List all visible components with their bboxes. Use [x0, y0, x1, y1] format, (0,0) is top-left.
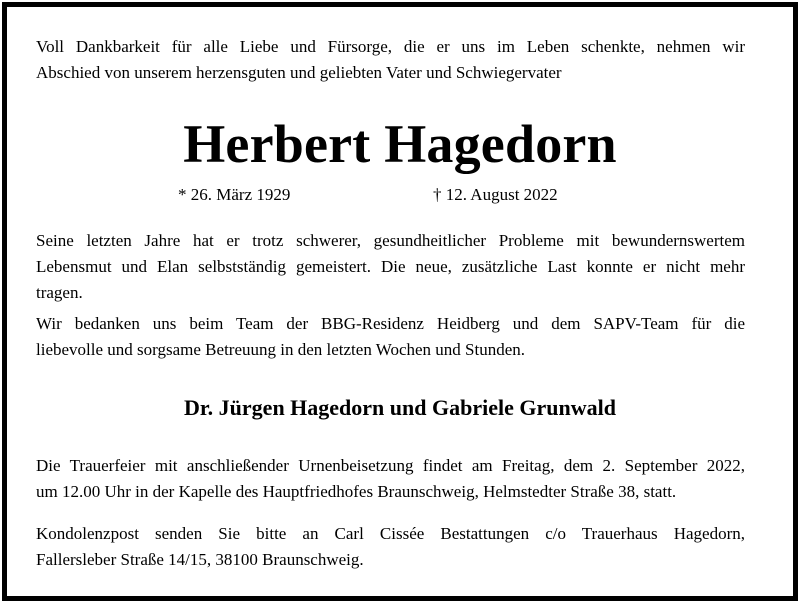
- life-line-1: Seine letzten Jahre hat er trotz schwerer, gesundheitlicher Probleme mit bewundernswertem: [36, 231, 745, 250]
- mourners-names: Dr. Jürgen Hagedorn und Gabriele Grunwald: [184, 395, 616, 420]
- service-line-2: um 12.00 Uhr in der Kapelle des Hauptfriedhofes Braunschweig, Helmstedter Straße 38, statt.: [36, 482, 677, 501]
- death-date: † 12. August 2022: [433, 185, 558, 204]
- deceased-name: Herbert Hagedorn: [183, 114, 617, 174]
- intro-paragraph: [36, 34, 745, 86]
- condolence-line-1: Kondolenzpost senden Sie bitte an Carl Cissée Bestattungen c/o Trauerhaus Hagedorn,: [36, 524, 745, 543]
- life-paragraph: [36, 228, 745, 306]
- condolence-paragraph: [36, 521, 745, 573]
- obituary-notice: [2, 2, 798, 601]
- service-line-1: Die Trauerfeier mit anschließender Urnenbeisetzung findet am Freitag, dem 2. September 2022,: [36, 456, 745, 475]
- birth-date: * 26. März 1929: [178, 185, 291, 204]
- thanks-line-2: liebevolle und sorgsame Betreuung in den letzten Wochen und Stunden.: [36, 340, 526, 359]
- service-paragraph: [36, 453, 745, 505]
- life-line-2: Lebensmut und Elan selbstständig gemeistert. Die neue, zusätzliche Last konnte er nicht mehr: [36, 257, 745, 276]
- intro-line-1: Voll Dankbarkeit für alle Liebe und Fürsorge, die er uns im Leben schenkte, nehmen wir: [36, 37, 745, 56]
- thanks-paragraph: [36, 311, 745, 363]
- condolence-line-2: Fallersleber Straße 14/15, 38100 Braunschweig.: [36, 550, 364, 569]
- life-line-3: tragen.: [36, 283, 83, 302]
- thanks-line-1: Wir bedanken uns beim Team der BBG-Residenz Heidberg und dem SAPV-Team für die: [36, 314, 745, 333]
- intro-line-2: Abschied von unserem herzensguten und geliebten Vater und Schwiegervater: [36, 63, 562, 82]
